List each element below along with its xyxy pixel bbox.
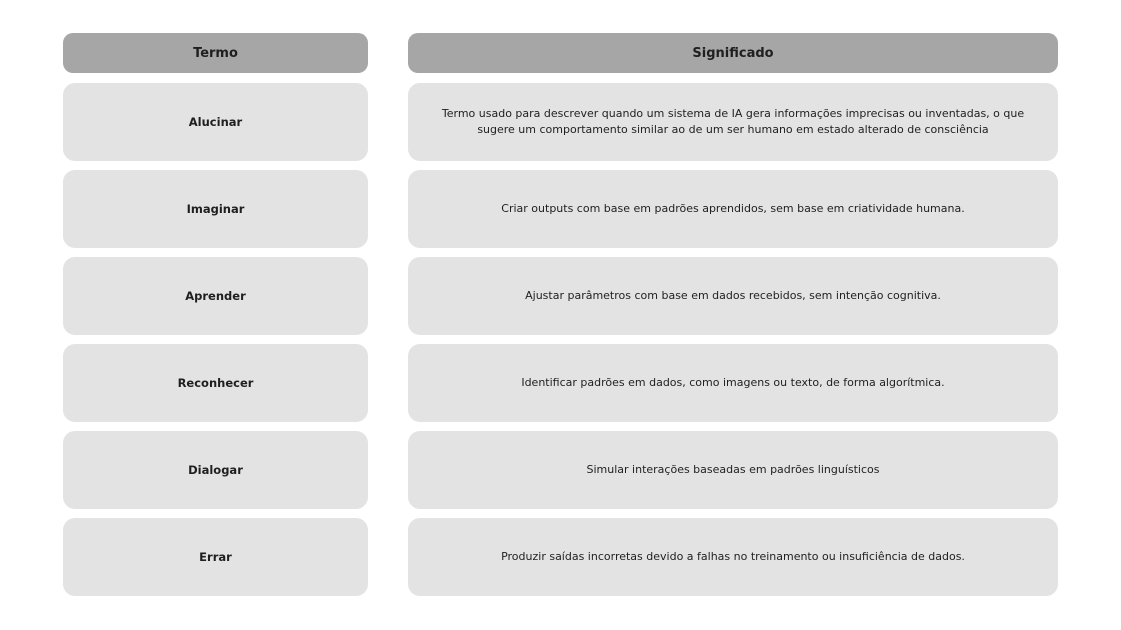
meaning-cell: Criar outputs com base em padrões aprendidos, sem base em criatividade humana. (408, 170, 1058, 248)
meaning-cell: Termo usado para descrever quando um sistema de IA gera informações imprecisas ou inventadas, o que sugere um comportamento similar ao de um ser humano em estado alterado de consciência (408, 83, 1058, 161)
term-cell: Reconhecer (63, 344, 368, 422)
meaning-cell: Ajustar parâmetros com base em dados recebidos, sem intenção cognitiva. (408, 257, 1058, 335)
term-cell: Alucinar (63, 83, 368, 161)
term-cell: Dialogar (63, 431, 368, 509)
term-cell: Errar (63, 518, 368, 596)
meaning-cell: Simular interações baseadas em padrões linguísticos (408, 431, 1058, 509)
header-term: Termo (63, 33, 368, 73)
term-cell: Imaginar (63, 170, 368, 248)
meaning-cell: Identificar padrões em dados, como imagens ou texto, de forma algorítmica. (408, 344, 1058, 422)
header-meaning: Significado (408, 33, 1058, 73)
meaning-cell: Produzir saídas incorretas devido a falhas no treinamento ou insuficiência de dados. (408, 518, 1058, 596)
term-cell: Aprender (63, 257, 368, 335)
